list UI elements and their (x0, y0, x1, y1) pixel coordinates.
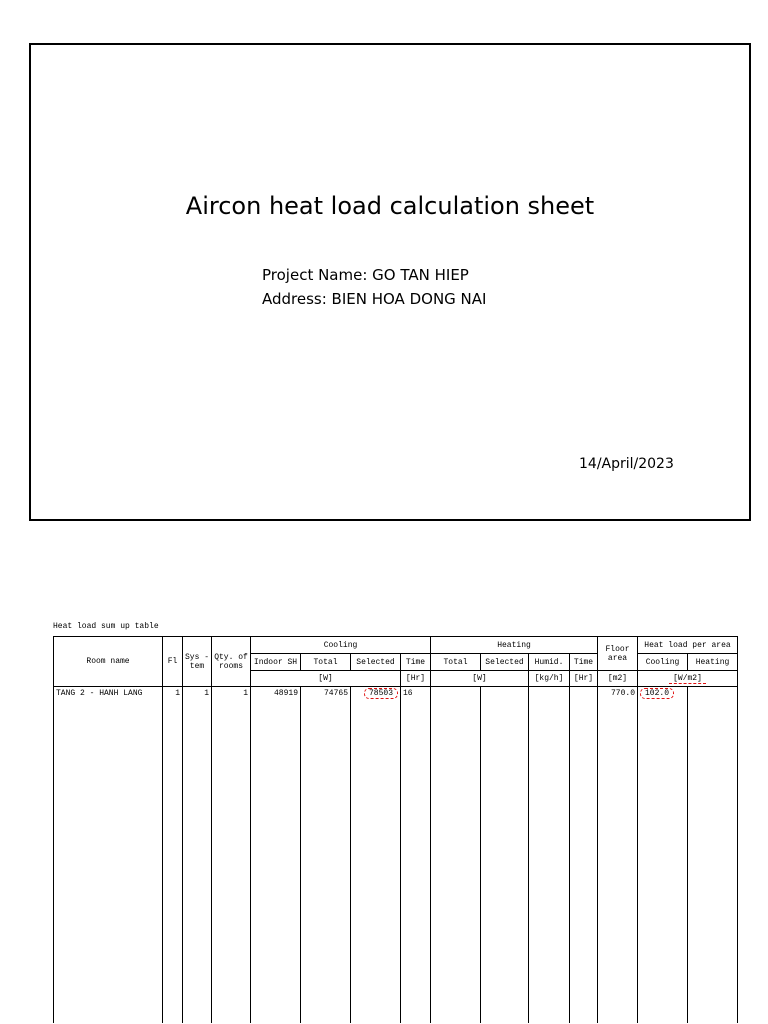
header-cooling-time: Time (401, 654, 431, 671)
unit-per-area-label: [W/m2] (669, 674, 706, 684)
unit-cooling-w: [W] (251, 671, 401, 687)
cell-heating-per-area (688, 687, 738, 1024)
cell-system: 1 (183, 687, 212, 1024)
cell-cooling-time: 16 (401, 687, 431, 1024)
header-heating-selected: Selected (481, 654, 529, 671)
header-qty: Qty. of rooms (212, 637, 251, 687)
cover-frame (29, 43, 751, 521)
cell-qty: 1 (212, 687, 251, 1024)
header-heating-time: Time (570, 654, 598, 671)
header-cooling-per-area: Cooling (638, 654, 688, 671)
header-fl: Fl (163, 637, 183, 687)
project-address: Address: BIEN HOA DONG NAI (262, 290, 487, 308)
unit-heating-time: [Hr] (570, 671, 598, 687)
header-indoor-sh: Indoor SH (251, 654, 301, 671)
header-cooling-total: Total (301, 654, 351, 671)
cell-humid (529, 687, 570, 1024)
cover-title: Aircon heat load calculation sheet (185, 192, 595, 220)
unit-cooling-time: [Hr] (401, 671, 431, 687)
header-per-area: Heat load per area (638, 637, 738, 654)
report-date: 14/April/2023 (579, 456, 674, 472)
table-row (54, 687, 738, 1024)
unit-humid: [kg/h] (529, 671, 570, 687)
project-info (262, 263, 486, 311)
cell-cooling-selected (351, 687, 401, 1024)
cell-cooling-per-area (638, 687, 688, 1024)
heat-load-table (53, 636, 738, 1023)
header-cooling: Cooling (251, 637, 431, 654)
cell-heating-selected (481, 687, 529, 1024)
cell-room: TANG 2 - HANH LANG (54, 687, 163, 1024)
cell-cooling-total: 74765 (301, 687, 351, 1024)
header-heating: Heating (431, 637, 598, 654)
cell-fl: 1 (163, 687, 183, 1024)
header-system: Sys -tem (183, 637, 212, 687)
project-name: Project Name: GO TAN HIEP (262, 266, 469, 284)
unit-area: [m2] (598, 671, 638, 687)
header-floor-area: Floor area (598, 637, 638, 671)
unit-heating-w: [W] (431, 671, 529, 687)
cell-heating-time (570, 687, 598, 1024)
cell-indoor-sh: 48919 (251, 687, 301, 1024)
header-room-name: Room name (54, 637, 163, 687)
header-heating-per-area: Heating (688, 654, 738, 671)
header-humid: Humid. (529, 654, 570, 671)
table-caption: Heat load sum up table (53, 622, 159, 631)
cell-heating-total (431, 687, 481, 1024)
header-cooling-selected: Selected (351, 654, 401, 671)
header-heating-total: Total (431, 654, 481, 671)
cell-floor-area: 770.0 (598, 687, 638, 1024)
cooling-per-area-highlight: 102.0 (640, 688, 674, 699)
cooling-selected-highlight: 78503 (364, 688, 398, 699)
unit-per-area (638, 671, 738, 687)
